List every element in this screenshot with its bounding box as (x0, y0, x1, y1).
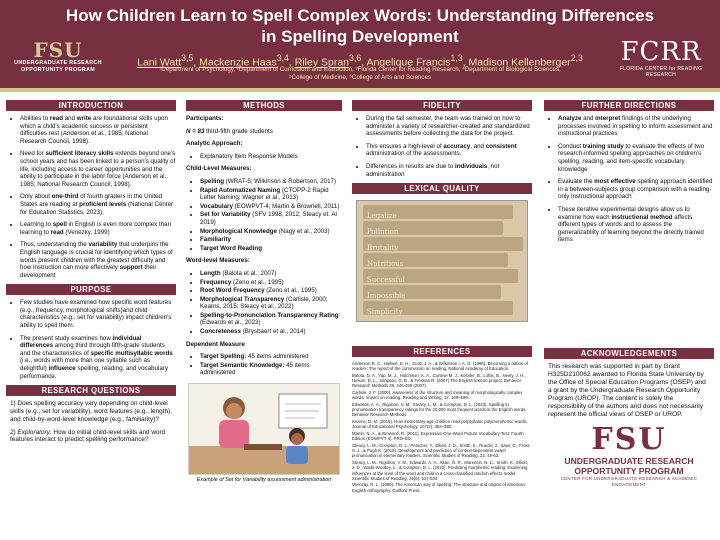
author-affiliation-number: 3,6 (349, 53, 362, 63)
list-item: • Only about one-third of fourth graders in the United States are reading at proficient levels (National Center for Education Statistics, 2023). (20, 193, 176, 216)
list-item: • Explanatory Item Response Models (200, 153, 342, 161)
participants-text (186, 128, 342, 136)
list-item: • Concreteness (Brysbaert et al., 2014) (200, 328, 342, 336)
list-item: • Rapid Automatized Naming (CTOPP-2 Rapid Letter Naming; Wagner et al., 2013) (200, 187, 342, 202)
child-measures-list (186, 178, 342, 252)
reference-item: Carlisle, J. F. (2000). Awareness of the structure and meaning of morphologically complex words: Impact on reading. Reading and Writing, 12, 169–190. (352, 390, 523, 401)
list-item: • Morphological Knowledge (Nagy et al., 2003) (200, 228, 342, 236)
logo-subtitle: FLORIDA CENTER for READING RESEARCH (619, 66, 703, 78)
lexical-quality-figure (356, 200, 528, 322)
lexical-word-row: Legalize (363, 205, 513, 219)
column-fidelity (352, 100, 532, 494)
participants-n: N = 83 (186, 127, 205, 135)
fidelity-list (352, 115, 532, 178)
section-heading-acknowledgements: ACKNOWLEDGEMENTS (544, 348, 714, 359)
list-item: • Analyze and interpret findings of the underlying processes involved in spelling to inform assessment and instructional practices (558, 115, 714, 138)
list-item: • Differences in results are due to individuals, not administration (366, 163, 532, 178)
acknowledgements-text: This research was supported in part by Grant H325D210062 awarded to Florida State University by the Office of Special Education Programs (OSEP) and a grant by the Undergraduate Research Opportunity Program (UROP). The content is solely the responsibility of the authors and does not necessarily represent the official views of OSEP or UROP. (548, 362, 706, 418)
lexical-word-row: Successful (363, 269, 518, 283)
participants-label: Participants: (186, 115, 224, 122)
list-item: • Vocabulary (EOWPVT-4; Martin & Brownell, 2011) (200, 203, 342, 211)
logo-mark: FSU (33, 38, 83, 62)
list-item: • Need for sufficient literacy skills extends beyond one's school years and has been linked to a person's quality of life, including access to career opportunities and the ability to participate in the labor force (Anderson et al., 1985; National Research Council, 1998). (20, 150, 176, 188)
analytic-label: Analytic Approach: (186, 140, 243, 148)
section-heading-introduction: INTRODUCTION (6, 100, 176, 111)
list-item: • Length (Balota et al., 2007) (200, 270, 342, 278)
section-heading-further-directions: FURTHER DIRECTIONS (544, 100, 714, 111)
author-affiliation-number: 3,5 (181, 53, 194, 63)
list-item: • Set for Variability (SFV 1998, 2012; Steacy et. Al 2019) (200, 211, 342, 226)
list-item: • Thus, understanding the variability that underpins the English language is crucial for identifying which types of words present children with the greatest difficulty and how instruction can more effectively support their development (20, 241, 176, 279)
word-measures-list (186, 270, 342, 336)
list-item: • Root Word Frequency (Zeno et al., 1995) (200, 287, 342, 295)
column-left (6, 100, 176, 449)
list-item: • Morphological Transparency (Carlisle, 2000; Kearns, 2015; Steacy et al., 2022) (200, 296, 342, 311)
further-directions-list (544, 115, 714, 244)
list-item: • Familiarity (200, 236, 342, 244)
lexical-word-row: Impossible (363, 285, 501, 299)
reference-item: Venezky, R. L. (1999). The American way of spelling: The structure and origins of American English orthography. Guilford Press. (352, 482, 525, 493)
list-item: • The present study examines how individual differences among third through fifth-grade students and the characteristics of specific multisyllabic words (i.e., words with more than one syllable such as delightful) influence spelling, reading, and vocabulary performance. (20, 335, 176, 381)
reference-item: Kearns, D. M. (2015). How elementary-age children read polysyllabic polymorphemic words. Journal of Educational Psychology, 107(2), 364–390. (352, 419, 528, 430)
dependent-measure-list (186, 353, 342, 377)
fcrr-logo (608, 38, 714, 84)
author-name: Lani Watt (137, 56, 182, 69)
lexical-word-row: Simplicity (363, 301, 513, 315)
lexical-word-row: Pollution (363, 221, 503, 235)
section-heading-methods: METHODS (186, 100, 342, 111)
list-item: • This ensures a high-level of accuracy, and consistent administration of the assessments. (366, 143, 532, 158)
list-item: • Abilities to read and write are foundational skills upon which a child's academic success or persistent difficulties rest (Anderson et al., 1985; National Research Council, 1998). (20, 115, 176, 145)
poster-title: How Children Learn to Spell Complex Words: Understanding Differences in Spelling Development (65, 6, 655, 46)
affiliations (60, 66, 660, 82)
logo-mark: FCRR (620, 37, 702, 67)
question-lead: 2) Exploratory: (10, 428, 52, 436)
purpose-list (6, 299, 176, 380)
fsu-urop-logo (4, 40, 112, 84)
header-divider (0, 88, 720, 92)
section-heading-references: REFERENCES (352, 346, 532, 357)
list-item: • Evaluate the most effective spelling approach identified in a between-subjects group comparison with a reading-only instructional approach (558, 178, 714, 201)
section-heading-research-questions: RESEARCH QUESTIONS (6, 385, 176, 396)
dependent-measure-label: Dependent Measure (186, 340, 245, 348)
list-item: • Conduct training study to evaluate the effects of two research-informed spelling approaches on children's spelling, reading, and item-specific vocabulary knowledge (558, 143, 714, 173)
author-name: Riley Spran (294, 56, 350, 69)
column-methods (186, 100, 342, 483)
analytic-list (186, 153, 342, 161)
fsu-urop-logo-bottom (544, 421, 714, 488)
participants-desc: third-fifth grade students (204, 127, 273, 135)
child-measures-label: Child-Level Measures: (186, 165, 252, 173)
introduction-list (6, 115, 176, 279)
list-item: • Spelling-to-Pronunciation Transparency Rating (Edwards et al., 2023) (200, 312, 342, 327)
list-item: • Spelling (WRAT-5; Wilkinson & Robertson, 2017) (200, 178, 342, 186)
author-name: Mackenzie Haas (199, 56, 277, 69)
list-item: • Learning to spell in English is even more complex than learning to read (Venezky, 1999) (20, 221, 176, 236)
poster-header (0, 0, 720, 88)
list-item: • Target Word Reading (200, 245, 342, 253)
affiliations-line: ¹Department of Psychology, ²Department of Curriculum and Instruction, ³Florida Center for Reading Research, ⁴Department of Biological Sciences, (159, 66, 561, 73)
logo-subtitle: OPPORTUNITY PROGRAM (574, 465, 684, 476)
list-item: • These iterative experimental designs allow us to examine how each instructional method affects different types of words and to assess the generalizability of learning beyond the directly trained items (558, 206, 714, 244)
logo-subtitle: UNDERGRADUATE RESEARCH OPPORTUNITY PROGRAM (14, 60, 102, 73)
section-heading-purpose: PURPOSE (6, 284, 176, 295)
list-item: • During the fall semester, the team was trained on how to administer a variety of researcher-created and standardized assessments before collecting the data for the project. (366, 115, 532, 138)
logo-subtitle: UNDERGRADUATE RESEARCH (564, 455, 694, 466)
lexical-word-row: Nutritious (363, 253, 508, 267)
assessment-illustration (188, 383, 340, 475)
question-text: How do initial child-level skills and word features interact to predict spelling performance? (10, 428, 166, 444)
research-question-1: 1) Does spelling accuracy vary depending on child-level skills (e.g., set for variability), word features (e.g., length), and child-by-word-level knowledge (e.g., familiarity)? (10, 400, 172, 423)
list-item: • Target Semantic Knowledge: 45 items administered (200, 362, 342, 377)
reference-item: Steacy, L. M., Rigobon, V. M., Edwards, A. A., Akan, Ö. R., Marencin, N. C., Smith, K., Elliott, J. D., Wade-Woolley, L., & Compton, D. L. (2022). Predicting morphemic reading: Examining influences at the level of the word and child in a cross-classified random effects model. Scientific Studies of Reading, 26(6), 517-534. (352, 460, 529, 481)
reference-list (352, 361, 532, 493)
illustration-caption: Example of Set for Variability assessment administration (196, 477, 332, 484)
author-list: Lani Watt$^{3,5}$, Mackenzie Haas$^{3,4}$, Riley Spran$^{3,6}$, Angelique Francis$^{1,3}$, Madison Kellenberger$^{2,3}$ (137, 53, 583, 69)
research-question-2 (6, 429, 176, 445)
section-heading-fidelity: FIDELITY (352, 100, 532, 111)
logo-tagline: CENTER FOR UNDERGRADUATE RESEARCH & ACADEMIC ENGAGEMENT (560, 475, 698, 487)
reference-item: Edwards, A. A., Rigobon, V. M., Steacy, L. M., & Compton, D. L. (2023). Spelling to pronunciation transparency ratings for the 20,000 most frequent words in the English words. Behavior Research Methods. (352, 402, 527, 418)
reference-item: Anderson R. C., Hiebert, E. H., Scott, J. A., & Wilkinson I. A. G. (1985). Becoming a nation of readers: The report of the commission on reading. National Academy of Education. (352, 361, 529, 372)
assessment-illustration-graphic (189, 384, 339, 474)
section-heading-lexical-quality: LEXICAL QUALITY (352, 183, 532, 194)
logo-mark: FSU (591, 421, 667, 457)
author-affiliation-number: 3,4 (276, 53, 289, 63)
author-affiliation-number: 2,3 (570, 53, 583, 63)
author-affiliation-number: 1,3 (450, 53, 463, 63)
author-name: Madison Kellenberger (468, 56, 571, 69)
affiliations-line: ⁵College of Medicine, ⁶College of Arts and Sciences (288, 74, 431, 81)
reference-item: Steacy, L. M., Compton, D. L., Petscher, Y., Elliott, J. D., Smith, K., Rueckl, J., Sawi, O., Frost, S. J., & Pugh K. (2019). Development and prediction of context-dependent vowel pronunciation in elementary readers. Scientific Studies of Reading, 23, 49-63. (352, 443, 531, 459)
column-right (544, 100, 714, 488)
reference-item: Martin, N. A., & Brownell, R. (2011). Expressive One-Word Picture Vocabulary Test: Fourth Edition (EOWPVT-4). PRO-ED. (352, 431, 524, 442)
reference-item: Balota, D. A., Yap, M. J., Hutchison, K. A., Cortese M. J., Kessler, B., Loftis, B., Neely, J. H., Nelson, D. L., Simpson, G. B., & Treiman R. (2007) The English lexicon project. Behavior Research Methods 39, 445-459 (2007). (352, 373, 526, 389)
author-name: Angelique Francis (366, 56, 451, 69)
list-item: • Few studies have examined how specific word features (e.g., frequency, morphological shifts)and child characteristics (e.g., set for variability) impact children's ability to spell them. (20, 299, 176, 329)
list-item: • Target Spelling: 45 items administered (200, 353, 342, 361)
word-measures-label: Word-level Measures: (186, 257, 250, 265)
list-item: • Frequency (Zeno et al., 1995) (200, 279, 342, 287)
lexical-word-row: Brutality (363, 237, 523, 251)
